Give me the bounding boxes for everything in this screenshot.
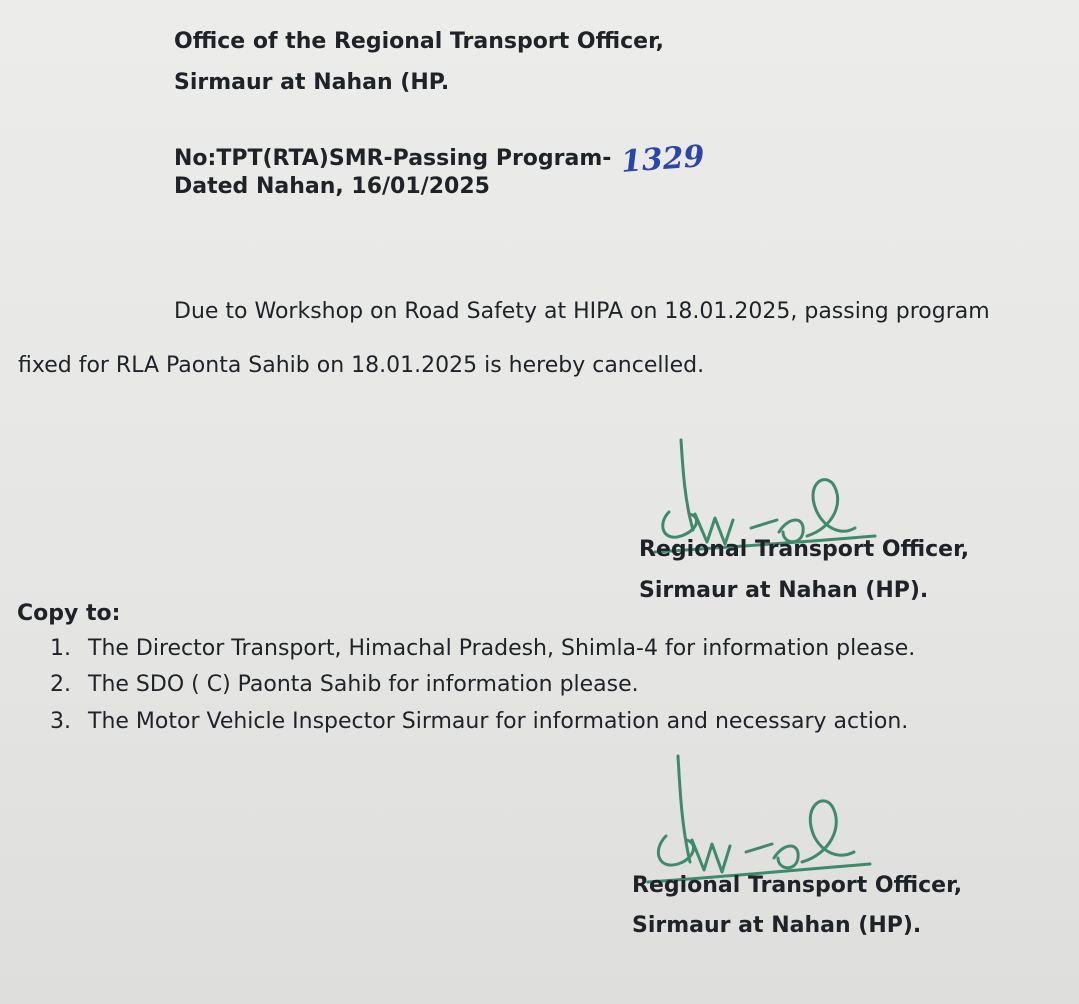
signature-2-title: Regional Transport Officer, [632,873,963,898]
copy-to-item-text: The Motor Vehicle Inspector Sirmaur for information and necessary action. [88,708,909,734]
signature-1 [655,432,885,592]
copy-to-item-number: 2. [50,672,71,698]
office-title-line-1: Office of the Regional Transport Officer, [174,29,665,54]
copy-to-item-number: 1. [50,636,71,661]
copy-to-list [50,636,915,745]
signature-1-title: Regional Transport Officer, [639,537,970,562]
dated-line: Dated Nahan, 16/01/2025 [174,174,490,199]
copy-to-heading: Copy to: [17,601,121,626]
handwritten-reference-number: 1329 [620,139,707,180]
copy-to-item-text: The Director Transport, Himachal Pradesh, Shimla-4 for information please. [88,636,916,661]
copy-to-item-number: 3. [50,708,71,734]
signature-2-location: Sirmaur at Nahan (HP). [632,913,922,938]
office-title-line-2: Sirmaur at Nahan (HP. [174,70,450,95]
copy-to-item [50,636,915,662]
reference-number [174,138,707,180]
copy-to-item [50,709,915,735]
copy-to-item-text: The SDO ( C) Paonta Sahib for information please. [88,672,639,698]
body-paragraph-line-2: fixed for RLA Paonta Sahib on 18.01.2025 is hereby cancelled. [18,353,705,378]
signature-1-location: Sirmaur at Nahan (HP). [639,578,929,603]
reference-prefix: No:TPT(RTA)SMR-Passing Program- [174,146,612,171]
body-paragraph-line-1: Due to Workshop on Road Safety at HIPA on 18.01.2025, passing program [174,299,990,324]
copy-to-item [50,672,915,698]
